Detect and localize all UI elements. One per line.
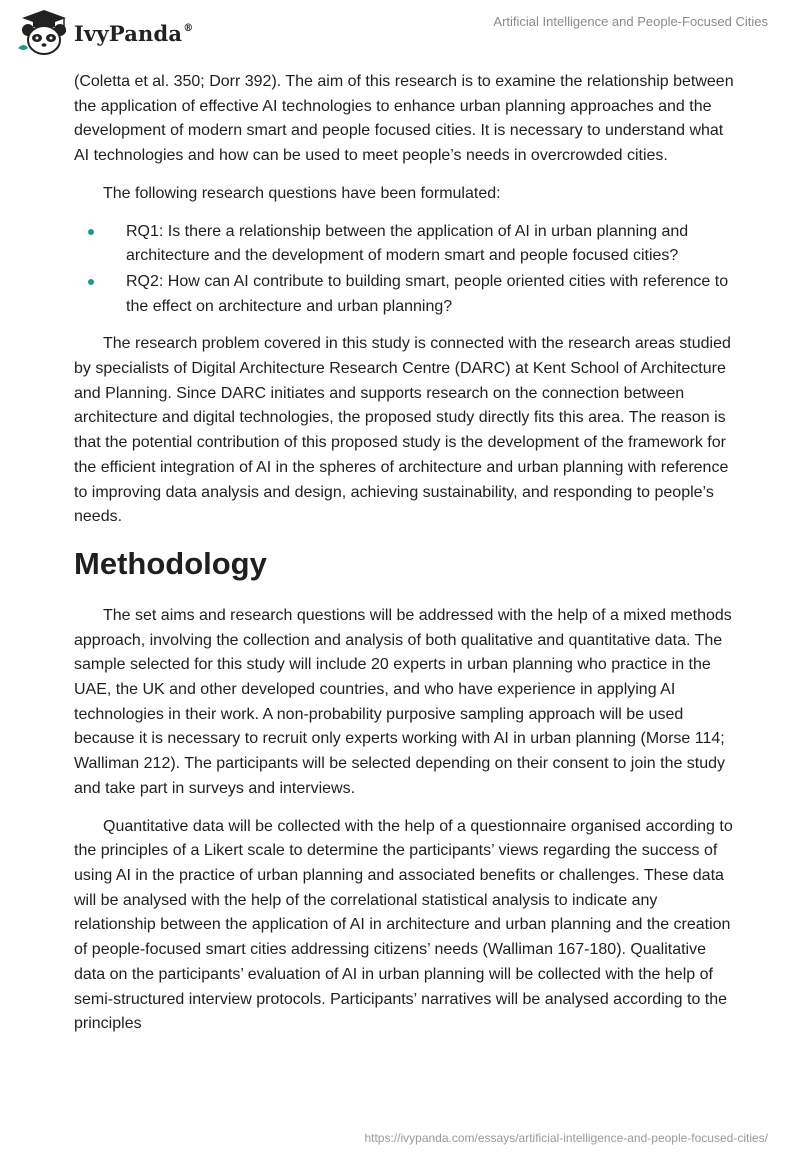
list-item: RQ2: How can AI contribute to building smart, people oriented cities with reference to the effect on architecture and urban planning? — [74, 270, 734, 319]
essay-body — [74, 70, 734, 1050]
paragraph: The following research questions have been formulated: — [103, 184, 501, 202]
bullet-icon — [88, 229, 94, 235]
paragraph: (Coletta et al. 350; Dorr 392). The aim of this research is to examine the relationship between the application of effective AI technologies to enhance urban planning approaches and the development of modern smart and people focused cities. It is necessary to understand what AI technologies and how can be used to meet people’s needs in overcrowded cities. — [74, 73, 734, 165]
document-title: Artificial Intelligence and People-Focused Cities — [493, 14, 768, 29]
page-header — [0, 0, 800, 70]
paragraph: The set aims and research questions will be addressed with the help of a mixed methods approach, involving the collection and analysis of both qualitative and quantitative data. The sample selected for this study will include 20 experts in urban planning who practice in the UAE, the UK and other developed countries, and who have experience in applying AI technologies in their work. A non-probability purposive sampling approach will be used because it is necessary to recruit only experts working with AI in urban planning (Morse 114; Walliman 212). The participants will be selected depending on their consent to join the study and take part in surveys and interviews. — [74, 606, 732, 797]
paragraph: Quantitative data will be collected with the help of a questionnaire organised according to the principles of a Likert scale to determine the participants’ views regarding the success of using AI in the practice of urban planning and associated benefits or challenges. These data will be analysed with the help of the correlational statistical analysis to indicate any relationship between the application of AI in architecture and urban planning and the creation of people-focused smart cities addressing citizens’ needs (Walliman 167-180). Qualitative data on the participants’ evaluation of AI in urban planning will be collected with the help of semi-structured interview protocols. Participants’ narratives will be analysed according to the principles — [74, 817, 733, 1033]
section-heading: Methodology — [74, 545, 267, 581]
research-questions-list — [74, 220, 734, 320]
source-url[interactable]: https://ivypanda.com/essays/artificial-intelligence-and-people-focused-cities/ — [364, 1131, 768, 1145]
ivypanda-logo[interactable] — [14, 8, 193, 58]
paragraph: The research problem covered in this study is connected with the research areas studied by specialists of Digital Architecture Research Centre (DARC) at Kent School of Architecture and Planning. Since DARC initiates and supports research on the connection between architecture and digital technologies, the proposed study directly fits this area. The reason is that the potential contribution of this proposed study is the development of the framework for the efficient integration of AI in the spheres of architecture and urban planning with reference to improving data analysis and design, achieving sustainability, and responding to people’s needs. — [74, 335, 731, 526]
brand-name: IvyPanda® — [74, 20, 194, 46]
panda-graduate-icon — [14, 8, 72, 58]
list-item: RQ1: Is there a relationship between the application of AI in urban planning and architecture and the development of modern smart and people focused cities? — [74, 220, 734, 269]
bullet-icon — [88, 279, 94, 285]
